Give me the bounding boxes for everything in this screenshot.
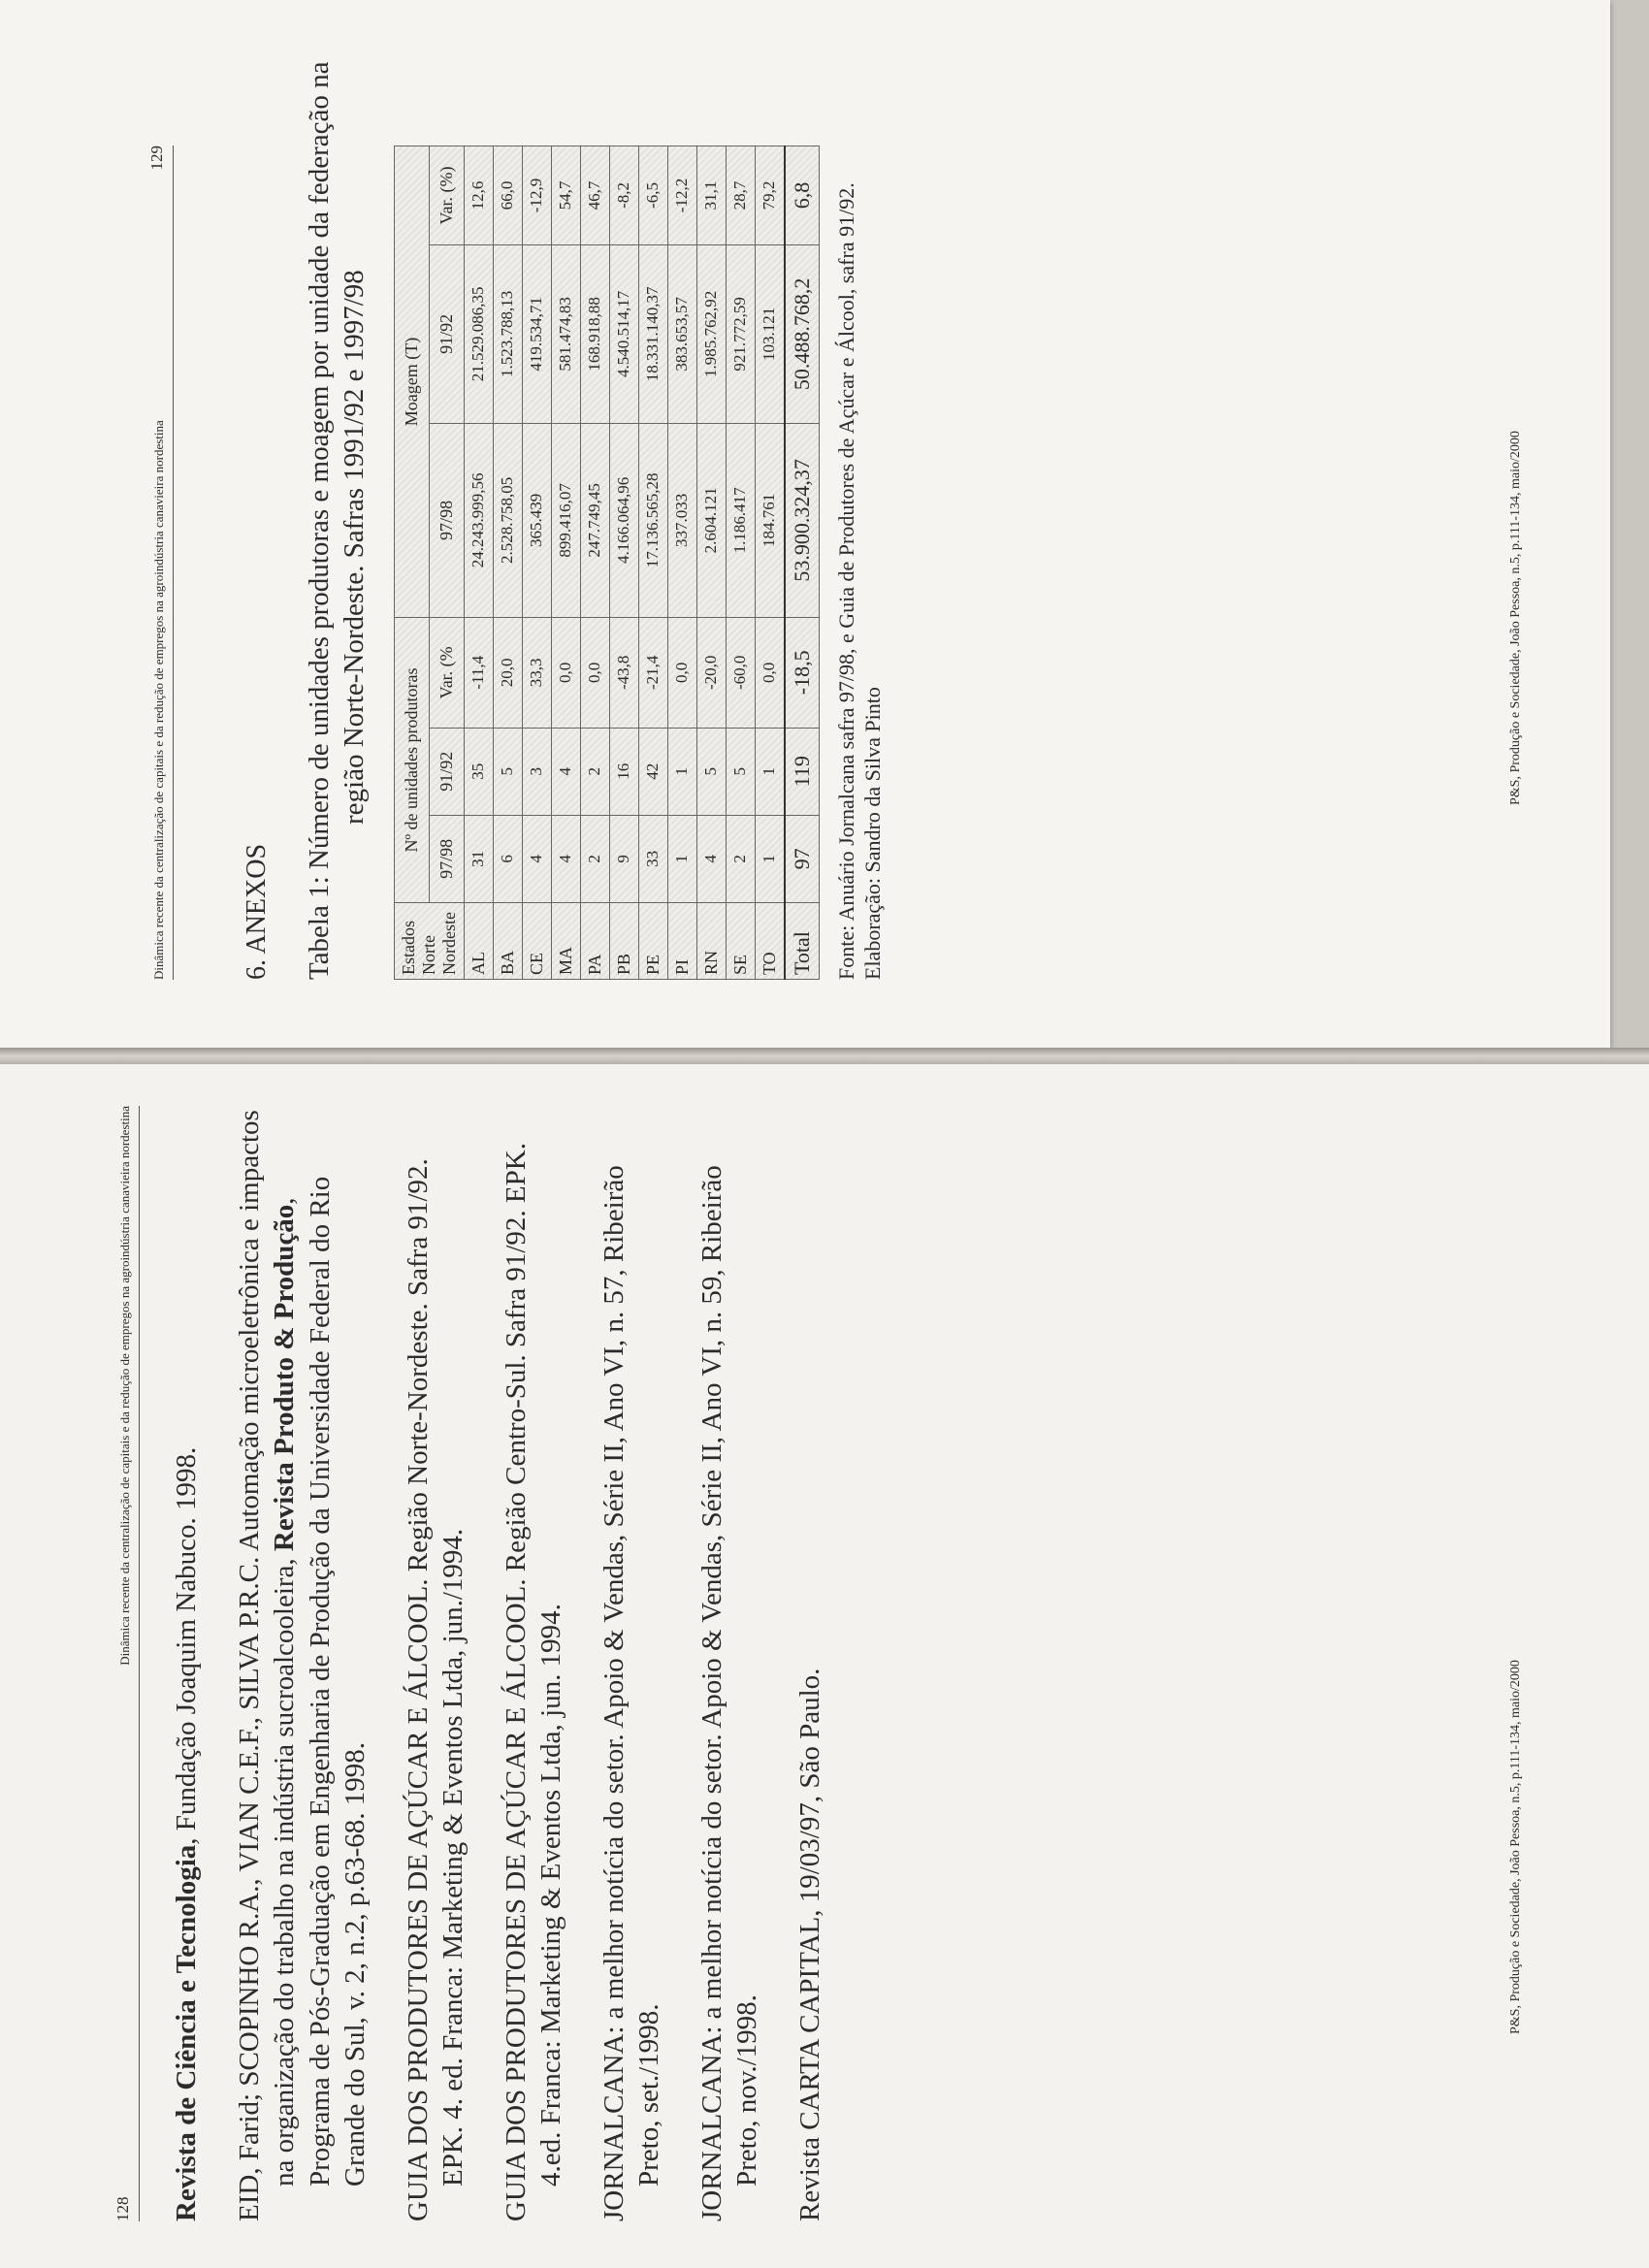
section-title: 6. ANEXOS [242, 843, 272, 980]
table-cell: 35 [464, 728, 493, 815]
reference-entry [597, 1106, 667, 2221]
bottom-page-content [112, 1106, 1518, 2221]
reference-text: , Programa de Pós-Graduação em Engenharia de Produção da Universidade Federal do Rio Grande do Sul, v. 2, n.2, p.63-68. 1998. [269, 1176, 372, 2187]
page-number: 128 [113, 2196, 132, 2221]
table-cell: -43,8 [609, 618, 638, 729]
table-cell: -18,5 [785, 618, 820, 729]
table-cell: 54,7 [551, 146, 580, 245]
source-note: Fonte: Anuário Jornalcana safra 97/98, e Guia de Produtores de Açúcar e Álcool, safra 91/92. [833, 182, 858, 980]
table-row [696, 146, 726, 980]
table-cell: 168.918,88 [580, 244, 609, 423]
bottom-page [0, 1064, 1649, 2268]
table-cell: 2 [580, 728, 609, 815]
table-cell: 18.331.140,37 [638, 244, 667, 423]
table-cell: 247.749,45 [580, 423, 609, 617]
table-cell: 79,2 [755, 146, 785, 245]
table-cell: -20,0 [696, 618, 726, 729]
running-header [112, 1106, 140, 2221]
table-cell: 20,0 [493, 618, 522, 729]
state-cell: AL [464, 903, 493, 980]
table-cell: 2.528.758,05 [493, 423, 522, 617]
table-cell: 5 [726, 728, 755, 815]
page-number: 129 [147, 146, 166, 171]
running-header-title: Dinâmica recente da centralização de capitais e da redução de empregos na agroindústria canavieira nordestina [151, 420, 166, 980]
table-cell: 0,0 [667, 618, 696, 729]
table-row [609, 146, 638, 980]
table-cell: 2.604.121 [696, 423, 726, 617]
table-cell: 17.136.565,28 [638, 423, 667, 617]
table-notes [833, 146, 887, 980]
table-cell: 0,0 [580, 618, 609, 729]
table-cell: 33,3 [522, 618, 551, 729]
table-cell: 31,1 [696, 146, 726, 245]
header-units-group: Nº de unidades produtoras [394, 618, 429, 903]
table-caption: Tabela 1: Número de unidades produtoras e moagem por unidade da federação na região Norte-Nordeste. Safras 1991/92 e 1997/98 [304, 61, 371, 980]
top-page-content [146, 61, 1552, 980]
reference-entry [401, 1106, 471, 2221]
table-cell: 119 [785, 728, 820, 815]
table-cell: 1.985.762,92 [696, 244, 726, 423]
table-row [464, 146, 493, 980]
table-row [580, 146, 609, 980]
state-cell: MA [551, 903, 580, 980]
reference-title: Revista de Ciência e Tecnologia [171, 1844, 202, 2221]
reference-entry [169, 1106, 205, 2221]
data-table [394, 146, 820, 980]
table-cell: 4.540.514,17 [609, 244, 638, 423]
table-cell: 97 [785, 815, 820, 902]
table-cell: -60,0 [726, 618, 755, 729]
reference-text: JORNALCANA: a melhor notícia do setor. Apoio & Vendas, Série II, Ano VI, n. 57, Ribeirão Preto, set./1998. [598, 1165, 665, 2221]
table-cell: 899.416,07 [551, 423, 580, 617]
table-cell: 28,7 [726, 146, 755, 245]
running-header-title: Dinâmica recente da centralização de capitais e da redução de empregos na agroindústria canavieira nordestina [117, 1106, 132, 1666]
reference-text: GUIA DOS PRODUTORES DE AÇÚCAR E ÁLCOOL. Região Centro-Sul. Safra 91/92. EPK. 4.ed. Franca: Marketing & Eventos Ltda, jun. 1994. [500, 1143, 567, 2221]
table-row [522, 146, 551, 980]
state-cell: BA [493, 903, 522, 980]
table-cell: 1.523.788,13 [493, 244, 522, 423]
table-cell: 3 [522, 728, 551, 815]
total-row [785, 146, 820, 980]
header-moagem-group: Moagem (T) [394, 146, 429, 618]
table-cell: 12,6 [464, 146, 493, 245]
table-cell: 24.243.999,56 [464, 423, 493, 617]
table-cell: 921.772,59 [726, 244, 755, 423]
table-cell: 1 [667, 728, 696, 815]
state-cell: PI [667, 903, 696, 980]
table-cell: 103.121 [755, 244, 785, 423]
table-cell: 383.653,57 [667, 244, 696, 423]
running-header [146, 146, 174, 980]
col-header: Var. (% [429, 618, 464, 729]
reference-list [169, 1106, 827, 2221]
state-cell: PB [609, 903, 638, 980]
state-cell: Total [785, 903, 820, 980]
table-cell: 16 [609, 728, 638, 815]
reference-text: Revista CARTA CAPITAL, 19/03/97, São Paulo. [793, 1668, 825, 2221]
reference-entry [499, 1106, 569, 2221]
reference-entry [232, 1106, 373, 2221]
table-cell: 31 [464, 815, 493, 902]
table-cell: 42 [638, 728, 667, 815]
table-cell: 9 [609, 815, 638, 902]
state-cell: PE [638, 903, 667, 980]
table-row [551, 146, 580, 980]
reference-text: JORNALCANA: a melhor notícia do setor. Apoio & Vendas, Série II, Ano VI, n. 59, Ribeirão Preto, nov./1998. [695, 1165, 763, 2221]
top-page [0, 0, 1610, 1048]
table-cell: 419.534,71 [522, 244, 551, 423]
table-cell: 5 [696, 728, 726, 815]
table-row [755, 146, 785, 980]
book-gutter [0, 1048, 1649, 1064]
table-subheader-row [429, 146, 464, 980]
table-cell: -12,9 [522, 146, 551, 245]
table-cell: 33 [638, 815, 667, 902]
table-cell: 2 [726, 815, 755, 902]
table-cell: 184.761 [755, 423, 785, 617]
table-cell: 50.488.768,2 [785, 244, 820, 423]
reference-entry [792, 1106, 828, 2221]
table-cell: 4 [696, 815, 726, 902]
state-cell: PA [580, 903, 609, 980]
table-cell: 365.439 [522, 423, 551, 617]
col-header: Var. (%) [429, 146, 464, 245]
table-cell: 6,8 [785, 146, 820, 245]
table-cell: 1.186.417 [726, 423, 755, 617]
table-header-row [394, 146, 429, 980]
table-cell: 1 [667, 815, 696, 902]
header-state: Estados Norte Nordeste [394, 903, 464, 980]
reference-entry [695, 1106, 765, 2221]
table-cell: 0,0 [551, 618, 580, 729]
col-header: 97/98 [429, 423, 464, 617]
table-cell: 4.166.064,96 [609, 423, 638, 617]
page-footer: P&S, Produção e Sociedade, João Pessoa, n.5, p.111-134, maio/2000 [1508, 1660, 1523, 2034]
table-row [493, 146, 522, 980]
table-cell: 21.529.086,35 [464, 244, 493, 423]
table-cell: 5 [493, 728, 522, 815]
table-cell: 46,7 [580, 146, 609, 245]
table-cell: 4 [551, 815, 580, 902]
table-cell: -21,4 [638, 618, 667, 729]
table-cell: 2 [580, 815, 609, 902]
state-cell: CE [522, 903, 551, 980]
elaboration-note: Elaboração: Sandro da Silva Pinto [860, 687, 885, 980]
table-cell: 1 [755, 815, 785, 902]
table-row [667, 146, 696, 980]
table-cell: 6 [493, 815, 522, 902]
page-footer: P&S, Produção e Sociedade, João Pessoa, n.5, p.111-134, maio/2000 [1508, 431, 1523, 805]
table-cell: -8,2 [609, 146, 638, 245]
table-cell: 1 [755, 728, 785, 815]
col-header: 91/92 [429, 244, 464, 423]
table-cell: 53.900.324,37 [785, 423, 820, 617]
reference-text: , Fundação Joaquim Nabuco. 1998. [171, 1446, 202, 1845]
state-cell: RN [696, 903, 726, 980]
reference-title: Revista Produto & Produção [269, 1204, 301, 1552]
reference-text: GUIA DOS PRODUTORES DE AÇÚCAR E ÁLCOOL. Região Norte-Nordeste. Safra 91/92. EPK. 4. ed. Franca: Marketing & Eventos Ltda, jun./1994. [402, 1158, 469, 2221]
col-header: 91/92 [429, 728, 464, 815]
state-cell: TO [755, 903, 785, 980]
table-cell: -6,5 [638, 146, 667, 245]
reference-text: EID, Farid; SCOPINHO R.A., VIAN C.E.F., SILVA P.R.C. Automação microeletrônica e impactos na organização do trabalho na indústria sucroalcooleira, [233, 1110, 301, 2221]
table-cell: 4 [522, 815, 551, 902]
col-header: 97/98 [429, 815, 464, 902]
state-cell: SE [726, 903, 755, 980]
table-cell: 581.474,83 [551, 244, 580, 423]
table-row [726, 146, 755, 980]
table-row [638, 146, 667, 980]
table-cell: -12,2 [667, 146, 696, 245]
table-cell: 66,0 [493, 146, 522, 245]
table-cell: 337.033 [667, 423, 696, 617]
table-cell: 0,0 [755, 618, 785, 729]
table-cell: -11,4 [464, 618, 493, 729]
table-body [464, 146, 819, 980]
table-cell: 4 [551, 728, 580, 815]
